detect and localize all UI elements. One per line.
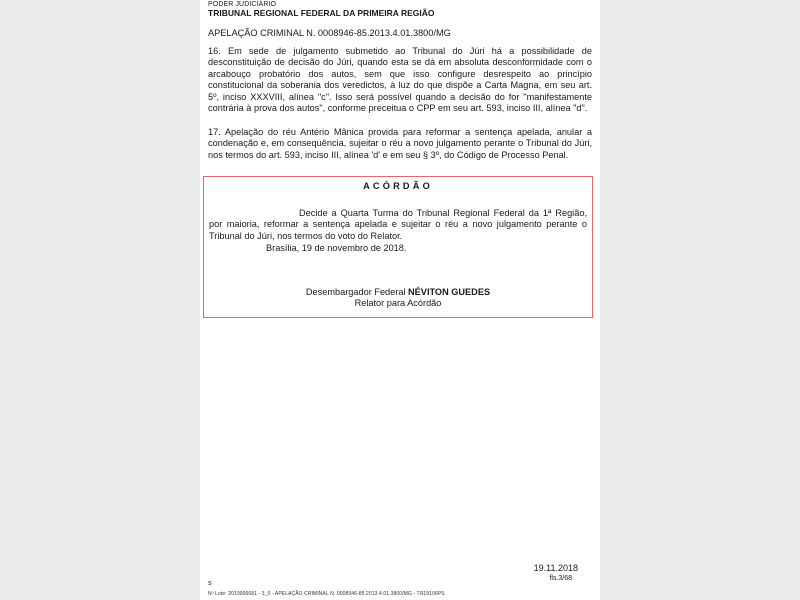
paragraph-17: 17. Apelação do réu Antério Mânica provida para reformar a sentença apelada, anular a condenação e, em consequência, sujeitar o réu a novo julgamento perante o Tribunal do Júri, nos termos do art. 593, inciso III, alínea 'd' e em seu § 3º, do Código de Processo Penal. xyxy=(208,127,592,160)
signer-role: Relator para Acórdão xyxy=(354,298,442,308)
footer-date: 19.11.2018 xyxy=(533,563,578,573)
footer-pages: fls.3/68 xyxy=(549,575,572,582)
authority-label: PODER JUDICIÁRIO xyxy=(208,1,277,8)
signer-name: NÉVITON GUEDES xyxy=(408,287,491,297)
signer-line xyxy=(204,287,592,297)
paragraph-16: 16. Em sede de julgamento submetido ao Tribunal do Júri há a possibilidade de desconstituição de decisão do Júri, quando esta se dá em absoluta desconformidade com o arcabouço probatório dos autos, sem que isso configure desrespeito ao princípio constitucional da soberania dos veredictos, à luz do que dispõe a Carta Magna, em seu art. 5º, inciso XXXVIII, alínea "c". Isso será possível quando a decisão do for "manifestamente contrária à prova dos autos", conforme preceitua o CPP em seu art. 593, inciso III, alínea "d". xyxy=(208,46,592,114)
acordao-title: ACÓRDÃO xyxy=(363,181,433,191)
acordao-text: Decide a Quarta Turma do Tribunal Regional Federal da 1ª Região, por maioria, reformar a sentença apelada e sujeitar o réu a novo julgamento perante o Tribunal do Júri, nos termos do voto do Relator. xyxy=(209,208,587,241)
acordao-date: Brasília, 19 de novembro de 2018. xyxy=(266,243,407,253)
footer-mark: s xyxy=(208,580,212,587)
court-name: TRIBUNAL REGIONAL FEDERAL DA PRIMEIRA REGIÃO xyxy=(208,8,435,18)
signer-prefix: Desembargador Federal xyxy=(305,287,409,297)
footer-lote: Nº Lote: 2019006681 - 3_0 - APELAÇÃO CRIMINAL N. 0008946-85.2013.4.01.3800/MG - TR19106PS xyxy=(208,591,445,597)
process-number: APELAÇÃO CRIMINAL N. 0008946-85.2013.4.01.3800/MG xyxy=(208,28,451,38)
acordao-box xyxy=(203,176,593,318)
document-page xyxy=(200,0,600,600)
